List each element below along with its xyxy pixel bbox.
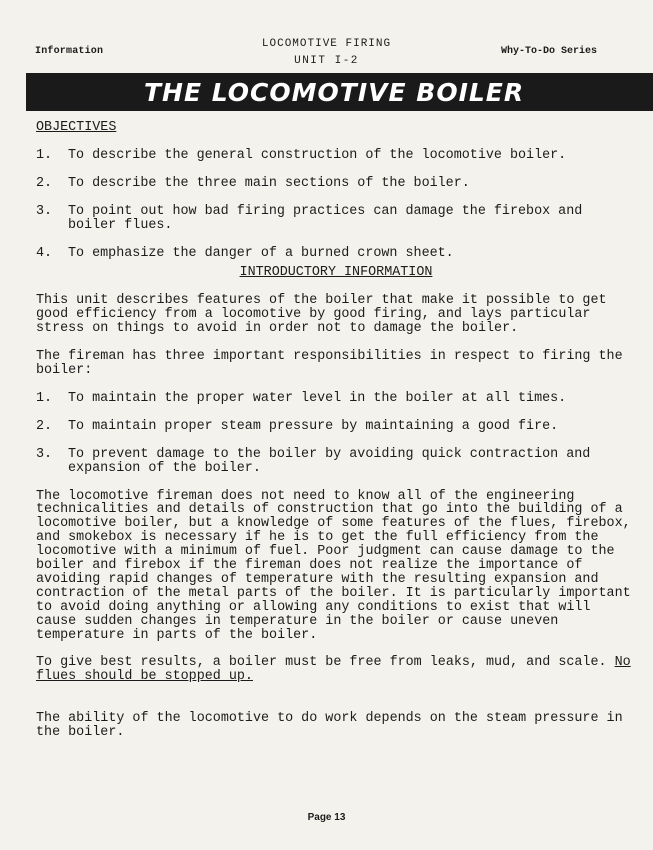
- page-title: THE LOCOMOTIVE BOILER: [144, 77, 525, 107]
- header-unit-label: UNIT I-2: [294, 55, 359, 67]
- objectives-heading: OBJECTIVES: [36, 120, 117, 135]
- header-right-label: Why-To-Do Series: [500, 46, 597, 57]
- intro-paragraph-4: [36, 656, 636, 684]
- intro-heading: INTRODUCTORY INFORMATION: [239, 265, 433, 281]
- list-item: [36, 205, 636, 233]
- list-item: [36, 420, 636, 434]
- list-item-number: 4.: [36, 245, 53, 261]
- intro-paragraph-3: The locomotive fireman does not need to know all of the engineering technicalities and details of construction that go into the building of a locomotive boiler, but a knowledge of some features of the flues, firebox, and smokebox is necessary if he is to get the full efficiency from the locomotive with a minimum of fuel. Poor judgment can cause damage to the boiler and firebox if the fireman does not realize the importance of avoiding rapid changes of temperature with the resulting expansion and contraction of the metal parts of the boiler. It is particularly important to avoid doing anything or allowing any conditions to exist that will cause sudden changes in temperature in the boiler or cause uneven temperature in parts of the boiler.: [36, 488, 631, 643]
- list-item-number: 3.: [36, 203, 53, 219]
- list-item-text: To maintain proper steam pressure by maintaining a good fire.: [68, 418, 559, 434]
- list-item-number: 3.: [36, 446, 53, 462]
- list-item-text: To point out how bad firing practices can damage the firebox and boiler flues.: [68, 203, 583, 233]
- list-item-number: 1.: [36, 390, 53, 406]
- list-item-number: 2.: [36, 175, 53, 191]
- list-item-text: To prevent damage to the boiler by avoiding quick contraction and expansion of the boiler.: [68, 446, 591, 476]
- list-item: [36, 247, 636, 261]
- list-item-text: To describe the three main sections of the boiler.: [68, 175, 470, 191]
- list-item: [36, 448, 636, 476]
- page-number: Page 13: [307, 812, 346, 823]
- intro-paragraph-1: This unit describes features of the boiler that make it possible to get good efficiency from a locomotive by good firing, and lays particular stress on things to avoid in order not to damage the boiler.: [36, 293, 607, 337]
- title-banner: [26, 73, 653, 111]
- list-item-number: 1.: [36, 147, 53, 163]
- list-item: [36, 149, 636, 163]
- header-left-label: Information: [35, 46, 104, 57]
- list-item-number: 2.: [36, 418, 53, 434]
- paragraph-4-lead: To give best results, a boiler must be free from leaks, mud, and scale.: [36, 655, 607, 671]
- intro-paragraph-5: The ability of the locomotive to do work depends on the steam pressure in the boiler.: [36, 711, 623, 741]
- spacer: [36, 698, 636, 712]
- header-course-title: LOCOMOTIVE FIRING: [261, 38, 392, 50]
- document-body: [36, 121, 636, 754]
- responsibilities-list: [36, 392, 636, 476]
- intro-paragraph-2: The fireman has three important responsibilities in respect to firing the boiler:: [36, 349, 623, 378]
- list-item: [36, 392, 636, 406]
- list-item-text: To maintain the proper water level in the boiler at all times.: [68, 390, 567, 406]
- list-item-text: To emphasize the danger of a burned crown sheet.: [68, 245, 454, 261]
- list-item-text: To describe the general construction of the locomotive boiler.: [68, 147, 567, 163]
- objectives-list: [36, 149, 636, 261]
- paragraph-4-underlined: No flues should be stopped up.: [36, 655, 631, 685]
- list-item: [36, 177, 636, 191]
